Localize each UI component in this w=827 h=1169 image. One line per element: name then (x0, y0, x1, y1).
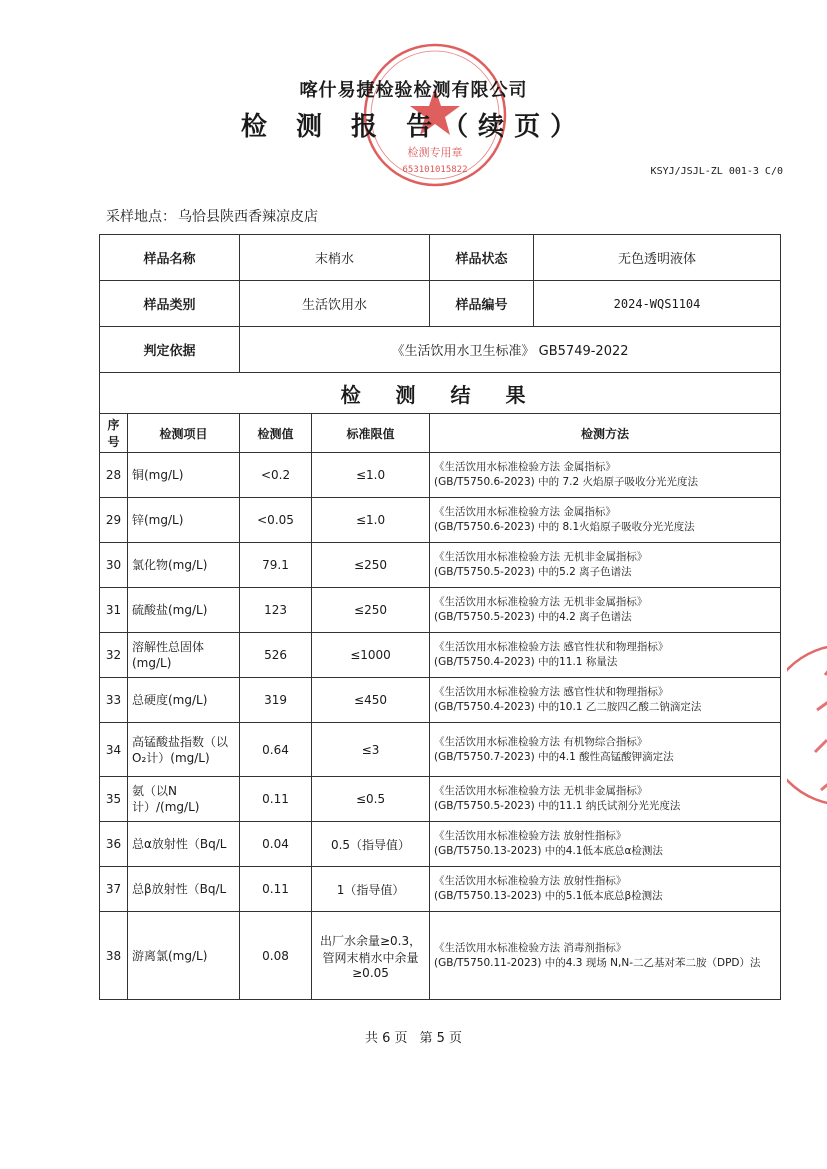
test-method-clause: (GB/T5750.4-2023) 中的11.1 称量法 (434, 656, 618, 668)
sample-id-value: 2024-WQS1104 (613, 296, 701, 311)
basis-value: 《生活饮用水卫生标准》 GB5749-2022 (240, 327, 781, 373)
test-item: 锌(mg/L) (128, 498, 240, 543)
test-method (430, 453, 781, 498)
test-method-standard: 《生活饮用水标准检验方法 感官性状和物理指标》 (434, 686, 669, 698)
test-method-standard: 《生活饮用水标准检验方法 放射性指标》 (434, 830, 627, 842)
test-method-clause: (GB/T5750.5-2023) 中的5.2 离子色谱法 (434, 566, 632, 578)
row-number: 35 (100, 777, 128, 822)
sample-row-1 (100, 235, 781, 281)
col-header-no: 序号 (100, 414, 128, 453)
test-value: 123 (240, 588, 312, 633)
results-title: 检 测 结 果 (100, 373, 781, 414)
row-number: 34 (100, 723, 128, 777)
col-header-item: 检测项目 (128, 414, 240, 453)
row-number: 32 (100, 633, 128, 678)
test-method-standard: 《生活饮用水标准检验方法 无机非金属指标》 (434, 551, 648, 563)
result-rows (100, 453, 781, 1000)
test-method (430, 543, 781, 588)
test-item: 铜(mg/L) (128, 453, 240, 498)
basis-row (100, 327, 781, 373)
basis-label: 判定依据 (100, 327, 240, 373)
sampling-location-value: 乌恰县陕西香辣凉皮店 (178, 209, 318, 225)
test-item: 总α放射性（Bq/L (128, 822, 240, 867)
test-method-standard: 《生活饮用水标准检验方法 无机非金属指标》 (434, 596, 648, 608)
test-method-clause: (GB/T5750.11-2023) 中的4.3 现场 N,N-二乙基对苯二胺（DPD）法 (434, 956, 761, 969)
test-method (430, 822, 781, 867)
table-row (100, 867, 781, 912)
test-method-clause: (GB/T5750.5-2023) 中的4.2 离子色谱法 (434, 611, 632, 623)
test-method-standard: 《生活饮用水标准检验方法 无机非金属指标》 (434, 785, 648, 797)
col-header-method: 检测方法 (430, 414, 781, 453)
table-row (100, 777, 781, 822)
table-row (100, 723, 781, 777)
test-item: 氨（以N计）/(mg/L) (128, 777, 240, 822)
test-value: <0.2 (240, 453, 312, 498)
row-number: 29 (100, 498, 128, 543)
standard-limit: ≤250 (312, 588, 430, 633)
test-method-clause: (GB/T5750.13-2023) 中的4.1低本底总α检测法 (434, 845, 663, 857)
table-row (100, 912, 781, 1000)
results-title-row (100, 373, 781, 414)
test-method-standard: 《生活饮用水标准检验方法 放射性指标》 (434, 875, 627, 887)
test-value: 0.64 (240, 723, 312, 777)
svg-text:653101015822: 653101015822 (402, 165, 468, 175)
standard-limit: 1（指导值） (312, 867, 430, 912)
test-value: 0.08 (240, 912, 312, 1000)
test-item: 总β放射性（Bq/L (128, 867, 240, 912)
sampling-location (106, 206, 320, 226)
test-value: 526 (240, 633, 312, 678)
test-item: 氯化物(mg/L) (128, 543, 240, 588)
table-row (100, 588, 781, 633)
standard-limit: ≤250 (312, 543, 430, 588)
test-method (430, 633, 781, 678)
test-method-clause: (GB/T5750.6-2023) 中的 7.2 火焰原子吸收分光光度法 (434, 476, 698, 488)
sampling-location-label: 采样地点： (106, 209, 176, 225)
sample-name-value: 末梢水 (240, 235, 430, 281)
test-method (430, 588, 781, 633)
page-footer (0, 1027, 827, 1046)
standard-limit: ≤0.5 (312, 777, 430, 822)
test-method (430, 912, 781, 1000)
standard-limit: ≤1.0 (312, 453, 430, 498)
company-name: 喀什易捷检验检测有限公司 (299, 80, 528, 101)
sample-type-value: 生活饮用水 (240, 281, 430, 327)
table-row (100, 678, 781, 723)
row-number: 30 (100, 543, 128, 588)
table-row (100, 633, 781, 678)
row-number: 36 (100, 822, 128, 867)
test-item: 游离氯(mg/L) (128, 912, 240, 1000)
col-header-value: 检测值 (240, 414, 312, 453)
table-row (100, 543, 781, 588)
seam-stamp (787, 640, 827, 810)
test-item: 总硬度(mg/L) (128, 678, 240, 723)
document-code: KSYJ/JSJL-ZL 001-3 C/0 (650, 166, 783, 177)
test-method-standard: 《生活饮用水标准检验方法 感官性状和物理指标》 (434, 641, 669, 653)
sample-id-cell (430, 281, 781, 327)
sample-type-label: 样品类别 (100, 281, 240, 327)
test-method (430, 867, 781, 912)
column-header-row (100, 414, 781, 453)
test-method-clause: (GB/T5750.6-2023) 中的 8.1火焰原子吸收分光光度法 (434, 521, 695, 533)
test-method-clause: (GB/T5750.4-2023) 中的10.1 乙二胺四乙酸二钠滴定法 (434, 701, 702, 713)
test-method-clause: (GB/T5750.7-2023) 中的4.1 酸性高锰酸钾滴定法 (434, 750, 674, 763)
test-method (430, 777, 781, 822)
sample-state-cell (430, 235, 781, 281)
test-method-standard: 《生活饮用水标准检验方法 金属指标》 (434, 506, 616, 518)
row-number: 33 (100, 678, 128, 723)
standard-limit: ≤1000 (312, 633, 430, 678)
report-table (99, 234, 781, 1000)
test-value: 0.11 (240, 867, 312, 912)
row-number: 38 (100, 912, 128, 1000)
table-row (100, 822, 781, 867)
test-value: <0.05 (240, 498, 312, 543)
test-value: 0.11 (240, 777, 312, 822)
test-item: 硫酸盐(mg/L) (128, 588, 240, 633)
table-row (100, 498, 781, 543)
current-page: 第 5 页 (419, 1031, 463, 1046)
test-method-clause: (GB/T5750.13-2023) 中的5.1低本底总β检测法 (434, 890, 663, 902)
test-method (430, 678, 781, 723)
test-value: 79.1 (240, 543, 312, 588)
test-item: 高锰酸盐指数（以O₂计）(mg/L) (128, 723, 240, 777)
test-method (430, 723, 781, 777)
test-method-standard: 《生活饮用水标准检验方法 金属指标》 (434, 461, 616, 473)
test-method-standard: 《生活饮用水标准检验方法 有机物综合指标》 (434, 735, 648, 748)
sample-row-2 (100, 281, 781, 327)
total-pages: 共 6 页 (364, 1031, 408, 1046)
report-title: 检 测 报 告（续页） (240, 112, 587, 142)
test-value: 0.04 (240, 822, 312, 867)
sample-name-label: 样品名称 (100, 235, 240, 281)
col-header-limit: 标准限值 (312, 414, 430, 453)
table-row (100, 453, 781, 498)
standard-limit: 出厂水余量≥0.3，管网末梢水中余量≥0.05 (312, 912, 430, 1000)
test-value: 319 (240, 678, 312, 723)
sample-state-value: 无色透明液体 (618, 252, 697, 267)
svg-text:检测专用章: 检测专用章 (407, 146, 463, 159)
standard-limit: ≤450 (312, 678, 430, 723)
test-method-clause: (GB/T5750.5-2023) 中的11.1 纳氏试剂分光光度法 (434, 800, 681, 812)
standard-limit: ≤1.0 (312, 498, 430, 543)
row-number: 37 (100, 867, 128, 912)
standard-limit: ≤3 (312, 723, 430, 777)
test-method (430, 498, 781, 543)
standard-limit: 0.5（指导值） (312, 822, 430, 867)
test-method-standard: 《生活饮用水标准检验方法 消毒剂指标》 (434, 941, 627, 954)
row-number: 31 (100, 588, 128, 633)
sample-state-label: 样品状态 (430, 235, 534, 280)
sample-id-label: 样品编号 (430, 281, 534, 326)
test-item: 溶解性总固体(mg/L) (128, 633, 240, 678)
row-number: 28 (100, 453, 128, 498)
